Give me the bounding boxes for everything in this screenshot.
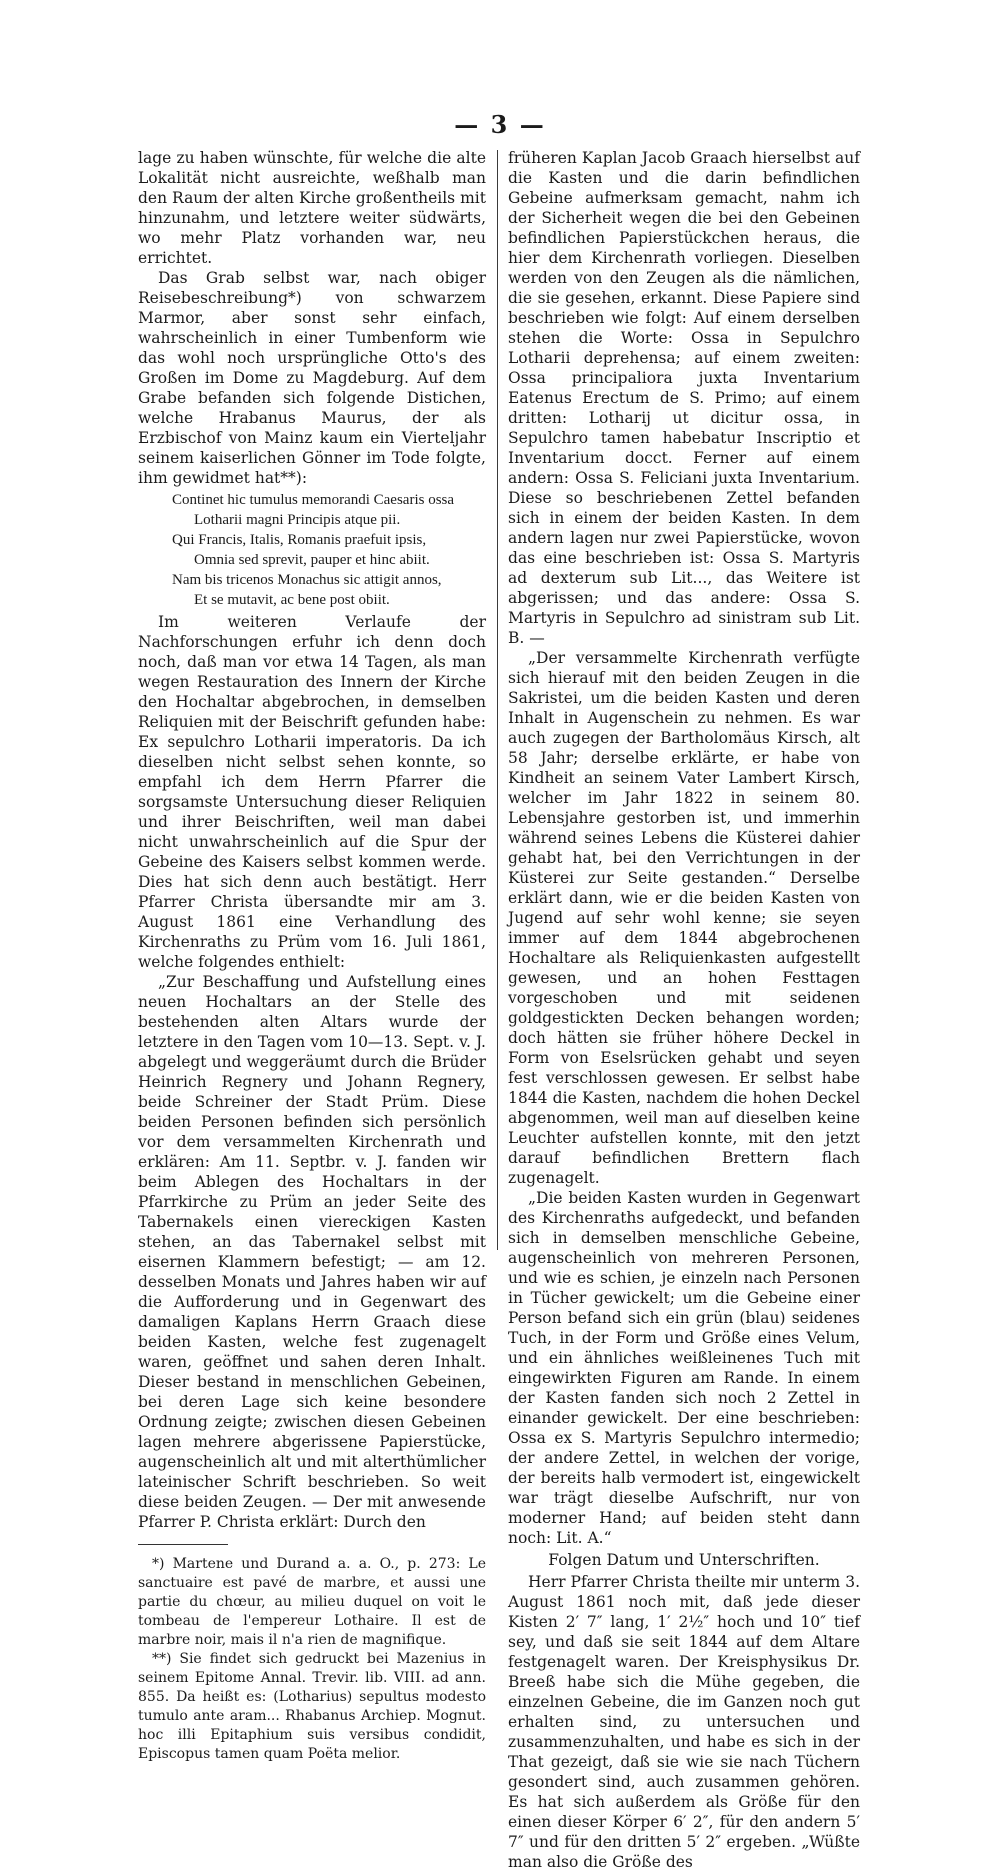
footnote: *) Martene und Durand a. a. O., p. 273: Le sanctuaire est pavé de marbre, et aussi une partie du chœur, au milieu duquel on voit le tombeau de l'empereur Lothaire. Il est de marbre noir, mais il n'a rien de magnifique. bbox=[138, 1556, 486, 1648]
paragraph: früheren Kaplan Jacob Graach hierselbst auf die Kasten und die darin befindlichen Gebeine aufmerksam gemacht, nahm ich der Sicherheit wegen die bei den Gebeinen befindlichen Papierstückchen heraus, die hier dem Kirchenrath vorliegen. Dieselben werden von den Zeugen als die nämlichen, die sie gesehen, erkannt. Diese Papiere sind beschrieben wie folgt: Auf einem derselben stehen die Worte: Ossa in Sepulchro Lotharii deprehensa; auf einem zweiten: Ossa principaliora juxta Inventarium Eatenus Erectum de S. Primo; auf einem dritten: Lotharij ut dicitur ossa, in Sepulchro tamen habebatur Inscriptio et Inventarium docct. Ferner auf einem andern: Ossa S. Feliciani juxta Inventarium. Diese so beschriebenen Zettel befanden sich in einem der beiden Kasten. In dem andern lagen nur zwei Papierstücke, wovon das eine beschrieben ist: Ossa S. Martyris ad dexterum sub Lit..., das Weitere ist abgerissen; und das andere: Ossa S. Martyris in Sepulchro ad sinistram sub Lit. B. — bbox=[508, 149, 860, 647]
paragraph: Im weiteren Verlaufe der Nachforschungen erfuhr ich denn doch noch, daß man vor etwa 14 Tagen, als man wegen Restauration des Innern der Kirche den Hochaltar abgebrochen, in demselben Reliquien mit der Beischrift gefunden habe: Ex sepulchro Lotharii imperatoris. Da ich dieselben nicht selbst sehen konnte, so empfahl ich dem Herrn Pfarrer die sorgsamste Untersuchung dieser Reliquien und ihrer Beischriften, weil man dabei nicht unwahrscheinlich auf die Spur der Gebeine des Kaisers selbst kommen werde. Dies hat sich denn auch bestätigt. Herr Pfarrer Christa übersandte mir am 3. August 1861 eine Verhandlung des Kirchenraths zu Prüm vom 16. Juli 1861, welche folgendes enthielt: bbox=[138, 613, 486, 971]
paragraph: „Die beiden Kasten wurden in Gegenwart des Kirchenraths aufgedeckt, und befanden sich in demselben menschliche Gebeine, augenscheinlich von mehreren Personen, und wie es schien, je einzeln nach Personen in Tücher gewickelt; um die Gebeine einer Person befand sich ein grün (blau) seidenes Tuch, in der Form und Größe eines Velum, und ein ähnliches weißleinenes Tuch mit eingewirkten Figuren am Rande. In einem der Kasten fanden sich noch 2 Zettel in einander gewickelt. Der eine beschrieben: Ossa ex S. Martyris Sepulchro intermedio; der andere Zettel, in welchen der vorige, der bereits halb vermodert ist, eingewickelt war trägt dieselbe Aufschrift, nur von moderner Hand; auf beiden steht dann noch: Lit. A.“ bbox=[508, 1189, 860, 1547]
centered-line: Folgen Datum und Unterschriften. bbox=[548, 1551, 820, 1569]
paragraph: Das Grab selbst war, nach obiger Reisebeschreibung*) von schwarzem Marmor, aber sonst sehr einfach, wahrscheinlich in einer Tumbenform wie das wohl noch ursprüngliche Otto's des Großen im Dome zu Magdeburg. Auf dem Grabe befanden sich folgende Distichen, welche Hrabanus Maurus, der als Erzbischof von Mainz kaum ein Vierteljahr seinem kaiserlichen Gönner im Tode folgte, ihm gewidmet hat**): bbox=[138, 269, 486, 487]
verse-line: Nam bis tricenos Monachus sic attigit annos, bbox=[172, 572, 442, 588]
paragraph: „Zur Beschaffung und Aufstellung eines neuen Hochaltars an der Stelle des bestehenden alten Altars wurde der letztere in den Tagen vom 10—13. Sept. v. J. abgelegt und weggeräumt durch die Brüder Heinrich Regnery und Johann Regnery, beide Schreiner der Stadt Prüm. Diese beiden Personen befinden sich persönlich vor dem versammelten Kirchenrath und erklären: Am 11. Septbr. v. J. fanden wir beim Ablegen des Hochaltars in der Pfarrkirche zu Prüm an jeder Seite des Tabernakels einen viereckigen Kasten stehen, an das Tabernakel selbst mit eisernen Klammern befestigt; — am 12. desselben Monats und Jahres haben wir auf die Aufforderung und in Gegenwart des damaligen Kaplans Herrn Graach diese beiden Kasten, welche fest zugenagelt waren, geöffnet und sahen deren Inhalt. Dieser bestand in menschlichen Gebeinen, bei deren Lage sich keine besondere Ordnung zeigte; zwischen diesen Gebeinen lagen mehrere abgerissene Papierstücke, augenscheinlich alt und mit alterthümlicher lateinischer Schrift beschrieben. So weit diese beiden Zeugen. — Der mit anwesende Pfarrer P. Christa erklärt: Durch den bbox=[138, 973, 486, 1531]
page-number: — 3 — bbox=[454, 110, 546, 139]
footnote-rule bbox=[138, 1544, 228, 1545]
verse-line: Et se mutavit, ac bene post obiit. bbox=[194, 592, 390, 608]
paragraph: Herr Pfarrer Christa theilte mir unterm 3. August 1861 noch mit, daß jede dieser Kisten 2′ 7″ lang, 1′ 2½″ hoch und 10″ tief sey, und daß sie seit 1844 auf dem Altare festgenagelt waren. Der Kreisphysikus Dr. Breeß habe sich die Mühe gegeben, die einzelnen Gebeine, die im Ganzen noch gut erhalten sind, zu untersuchen und zusammenzuhalten, und habe es sich in der That gezeigt, daß sie wie sie nach Tüchern gesondert sind, auch zusammen gehören. Es hat sich außerdem als Größe für den einen dieser Körper 6′ 2″, für den andern 5′ 7″ und für den dritten 5′ 2″ ergeben. „Wüßte man also die Größe des bbox=[508, 1573, 860, 1871]
paragraph: „Der versammelte Kirchenrath verfügte sich hierauf mit den beiden Zeugen in die Sakristei, um die beiden Kasten und deren Inhalt in Augenschein zu nehmen. Es war auch zugegen der Bartholomäus Kirsch, alt 58 Jahr; derselbe erklärte, er habe von Kindheit an seinem Vater Lambert Kirsch, welcher im Jahr 1822 in seinem 80. Lebensjahre gestorben ist, und immerhin während seines Lebens die Küsterei dahier gehabt hat, bei den Verrichtungen in der Küsterei zur Seite gestanden.“ Derselbe erklärt dann, wie er die beiden Kasten von Jugend auf sehr wohl kenne; sie seyen immer auf dem 1844 abgebrochenen Hochaltare als Reliquienkasten aufgestellt gewesen, und an hohen Festtagen vorgeschoben und mit seidenen goldgestickten Decken behangen worden; doch hätten sie früher höhere Deckel in Form von Eselsrücken gehabt und seyen fest verschlossen gewesen. Er selbst habe 1844 die Kasten, nachdem die hohen Deckel abgenommen, weil man auf dieselben keine Leuchter aufstellen konnte, mit den jetzt darauf befindlichen Brettern flach zugenagelt. bbox=[508, 649, 860, 1187]
paragraph: lage zu haben wünschte, für welche die alte Lokalität nicht ausreichte, weßhalb man den Raum der alten Kirche großentheils mit hinzunahm, und letztere weiter südwärts, wo mehr Platz vorhanden war, neu errichtet. bbox=[138, 149, 486, 267]
verse-line: Continet hic tumulus memorandi Caesaris ossa bbox=[172, 492, 455, 508]
verse-line: Lotharii magni Principis atque pii. bbox=[194, 512, 401, 528]
verse-line: Qui Francis, Italis, Romanis praefuit ipsis, bbox=[172, 532, 427, 548]
column-divider bbox=[497, 150, 498, 1250]
epitaph-verse bbox=[138, 490, 486, 610]
footnote: **) Sie findet sich gedruckt bei Mazenius in seinem Epitome Annal. Trevir. lib. VIII. ad ann. 855. Da heißt es: (Lotharius) sepultus modesto tumulo ante aram... Rhabanus Archiep. Mognut. hoc illi Epitaphium suis versibus condidit, Episcopus tamen quam Poëta melior. bbox=[138, 1651, 486, 1762]
verse-line: Omnia sed sprevit, pauper et hinc abiit. bbox=[194, 552, 430, 568]
footnotes bbox=[138, 1555, 486, 1764]
right-column bbox=[508, 148, 860, 1872]
left-column bbox=[138, 148, 486, 1764]
